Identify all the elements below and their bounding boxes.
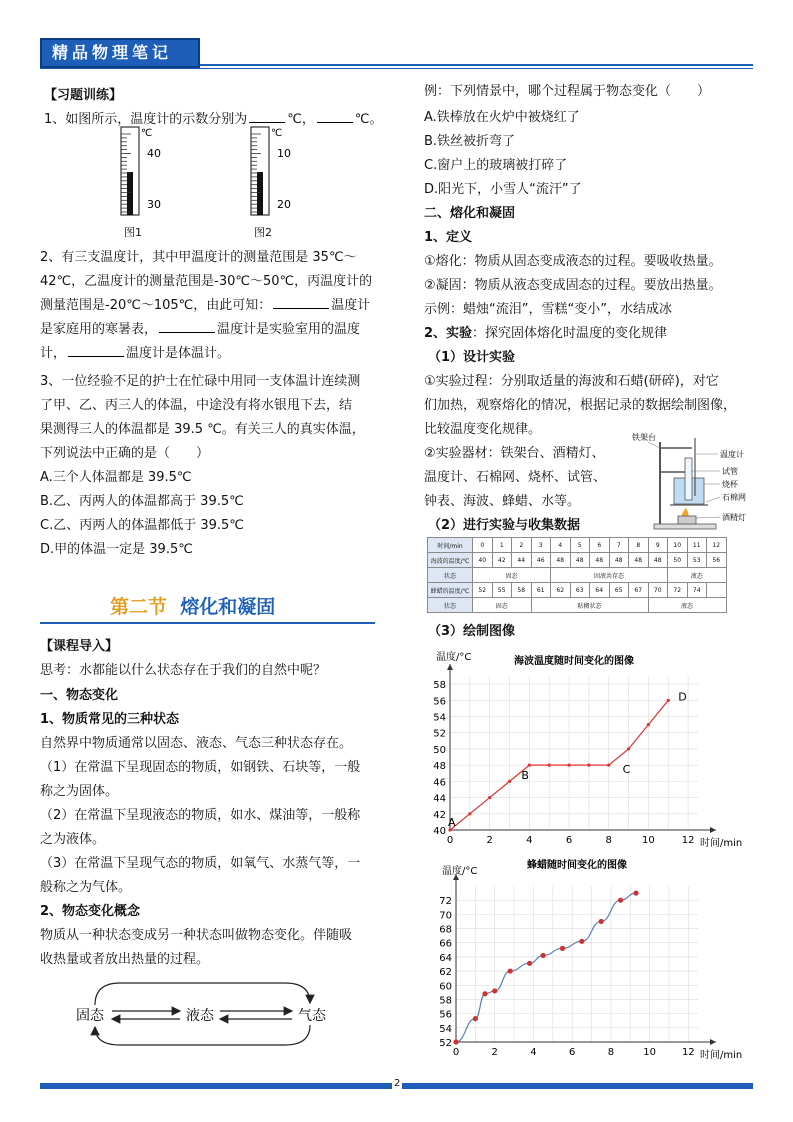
procedure-line3: 比较温度变化规律。 — [424, 422, 542, 437]
heading-experiment: 2、实验：探究固体熔化时温度的变化规律 — [424, 326, 668, 341]
para-3b: 之为液体。 — [40, 832, 106, 847]
data-point — [508, 780, 511, 783]
data-point — [667, 699, 670, 702]
example-option-d: D.阳光下，小雪人“流汗”了 — [424, 182, 582, 197]
data-point — [560, 946, 565, 951]
heading-collect-data: （2）进行实验与收集数据 — [428, 518, 581, 533]
procedure-line1: ①实验过程：分别取适量的海波和石蜡(研碎)，对它 — [424, 374, 719, 389]
scale-top: 10 — [277, 147, 291, 160]
series-line — [456, 893, 636, 1042]
data-point — [541, 953, 546, 958]
x-axis-arrow — [710, 1039, 716, 1045]
table-row — [428, 568, 727, 583]
table-header: 状态 — [428, 568, 473, 583]
question-3-line2: 了甲、乙、丙三人的体温，中途没有将水银甩下去，结 — [40, 398, 353, 413]
header-title: 精品物理笔记 — [40, 38, 200, 68]
table-row — [428, 538, 727, 553]
x-tick-label: 0 — [452, 1047, 460, 1058]
apparatus-diagram — [628, 428, 753, 532]
label-thermometer: 温度计 — [720, 450, 744, 459]
table-cell: 固液共存态 — [551, 568, 668, 583]
y-tick-label: 68 — [439, 924, 452, 936]
table-cell: 58 — [512, 583, 532, 598]
data-point — [453, 1039, 458, 1044]
data-point — [488, 796, 491, 799]
x-tick-label: 10 — [642, 835, 655, 846]
procedure-line2: 们加热，观察熔化的情况，根据记录的数据绘制图像， — [424, 398, 737, 413]
y-tick-label: 64 — [439, 952, 452, 964]
table-cell: 液态 — [648, 598, 726, 613]
table-cell: 62 — [551, 583, 571, 598]
table-row — [428, 598, 727, 613]
data-point — [548, 764, 551, 767]
point-label: A — [448, 816, 456, 829]
y-axis-label: 温度/°C — [436, 652, 472, 663]
mercury-column — [127, 172, 133, 215]
heading-plot: （3）绘制图像 — [428, 624, 516, 639]
point-label: B — [521, 769, 529, 783]
table-cell: 6 — [590, 538, 610, 553]
table-cell: 4 — [551, 538, 571, 553]
table-row — [428, 583, 727, 598]
table-row — [428, 553, 727, 568]
table-cell: 5 — [570, 538, 590, 553]
data-point — [473, 1016, 478, 1021]
y-tick-label: 60 — [439, 981, 452, 993]
table-cell: 粘稠状态 — [531, 598, 648, 613]
example-option-b: B.铁丝被折弯了 — [424, 134, 516, 149]
question-2-line5: 计， 温度计是体温计。 — [40, 346, 231, 361]
x-tick-label: 4 — [526, 835, 533, 846]
data-point — [527, 961, 532, 966]
exercise-heading: 【习题训练】 — [44, 88, 123, 103]
def-freezing: ②凝固：物质从液态变成固态的过程。要放出热量。 — [424, 278, 722, 293]
table-cell: 63 — [570, 583, 590, 598]
table-cell: 40 — [473, 553, 493, 568]
table-cell: 3 — [531, 538, 551, 553]
equipment-line3: 钟表、海波、蜂蜡、水等。 — [424, 494, 581, 509]
page-number: 2 — [394, 1078, 401, 1089]
def-melting: ①熔化：物质从固态变成液态的过程。要吸收热量。 — [424, 254, 722, 269]
figure-2-caption: 图2 — [254, 226, 272, 239]
answer-blank[interactable] — [273, 296, 329, 309]
y-tick-label: 58 — [439, 995, 452, 1007]
table-cell: 48 — [609, 553, 629, 568]
data-point — [607, 764, 610, 767]
table-cell: 10 — [668, 538, 688, 553]
question-2-line1: 2、有三支温度计，其中甲温度计的测量范围是 35℃～ — [40, 250, 357, 265]
table-cell: 7 — [609, 538, 629, 553]
para-5a: 物质从一种状态变成另一种状态叫做物态变化。伴随吸 — [40, 928, 353, 943]
point-label: D — [678, 690, 687, 704]
table-header: 时间/min — [428, 538, 473, 553]
question-3-line4: 下列说法中正确的是（ ） — [40, 446, 210, 461]
answer-blank[interactable] — [68, 344, 124, 357]
x-tick-label: 2 — [486, 835, 493, 846]
data-point — [618, 898, 623, 903]
x-tick-label: 4 — [530, 1047, 537, 1058]
option-c: C.乙、丙两人的体温都低于 39.5℃ — [40, 518, 244, 533]
table-cell: 48 — [629, 553, 649, 568]
data-point — [492, 988, 497, 993]
y-tick-label: 40 — [433, 826, 446, 837]
y-tick-label: 72 — [439, 896, 452, 908]
x-axis-label: 时间/min — [700, 1050, 743, 1060]
y-tick-label: 42 — [433, 809, 446, 821]
heading-concept: 2、物态变化概念 — [40, 904, 141, 919]
figure-1-caption: 图1 — [124, 226, 142, 239]
data-table — [427, 537, 727, 613]
y-tick-label: 48 — [433, 761, 446, 773]
table-header: 状态 — [428, 598, 473, 613]
x-axis-arrow — [710, 827, 716, 833]
option-b: B.乙、丙两人的体温都高于 39.5℃ — [40, 494, 244, 509]
data-point — [579, 939, 584, 944]
data-point — [647, 723, 650, 726]
table-cell: 64 — [590, 583, 610, 598]
table-cell — [707, 583, 727, 598]
table-cell: 1 — [492, 538, 512, 553]
thermometer-figure-2 — [235, 124, 310, 224]
y-tick-label: 52 — [439, 1038, 452, 1049]
table-cell: 固态 — [473, 598, 532, 613]
unit-label: ℃ — [271, 128, 283, 139]
x-tick-label: 2 — [491, 1047, 498, 1058]
para-3a: （2）在常温下呈现液态的物质，如水、煤油等，一般称 — [40, 808, 361, 823]
label-gauze: 石棉网 — [722, 493, 746, 502]
header-rule-thin — [40, 68, 753, 69]
y-axis-arrow — [447, 664, 453, 670]
table-cell: 52 — [473, 583, 493, 598]
example-question: 例：下列情景中，哪个过程属于物态变化（ ） — [424, 84, 711, 99]
answer-blank[interactable] — [159, 320, 215, 333]
question-3-line1: 3、一位经验不足的护士在忙碌中用同一支体温计连续测 — [40, 374, 361, 389]
y-tick-label: 46 — [433, 777, 446, 789]
x-tick-label: 12 — [681, 835, 695, 846]
y-tick-label: 54 — [433, 712, 446, 724]
table-cell: 67 — [629, 583, 649, 598]
scale-top: 40 — [147, 147, 161, 160]
data-point — [482, 991, 487, 996]
table-header: 蜂蜡的温度/℃ — [428, 583, 473, 598]
table-cell: 44 — [512, 553, 532, 568]
table-cell: 55 — [492, 583, 512, 598]
y-tick-label: 58 — [433, 680, 446, 692]
question-2-line4: 是家庭用的寒暑表， 温度计是实验室用的温度 — [40, 322, 361, 337]
question-1: 1、如图所示，温度计的示数分别为 ℃， ℃。 — [44, 112, 383, 127]
table-cell: 9 — [648, 538, 668, 553]
table-cell: 48 — [648, 553, 668, 568]
intro-heading: 【课程导入】 — [40, 639, 119, 654]
label-test-tube: 试管 — [722, 467, 738, 476]
wax-chart — [420, 854, 760, 1060]
answer-blank[interactable] — [249, 110, 285, 123]
data-point — [567, 764, 570, 767]
scale-bottom: 30 — [147, 198, 161, 211]
state-solid: 固态 — [76, 1008, 104, 1024]
question-2-line3: 测量范围是-20℃～105℃，由此可知： 温度计 — [40, 298, 371, 313]
x-tick-label: 0 — [446, 835, 454, 846]
equipment-line1: ②实验器材：铁架台、酒精灯、 — [424, 446, 605, 461]
y-tick-label: 70 — [439, 910, 452, 922]
y-tick-label: 62 — [439, 967, 452, 979]
para-4a: （3）在常温下呈现气态的物质，如氧气、水蒸气等，一 — [40, 856, 361, 871]
example-option-c: C.窗户上的玻璃被打碎了 — [424, 158, 568, 173]
y-tick-label: 44 — [433, 793, 446, 805]
table-cell: 74 — [687, 583, 707, 598]
table-cell: 72 — [668, 583, 688, 598]
table-cell: 53 — [687, 553, 707, 568]
table-cell: 2 — [512, 538, 532, 553]
table-cell: 61 — [531, 583, 551, 598]
x-tick-label: 12 — [681, 1047, 695, 1058]
table-cell: 固态 — [473, 568, 551, 583]
y-tick-label: 56 — [433, 696, 446, 708]
mercury-column — [257, 172, 263, 215]
x-tick-label: 8 — [605, 835, 612, 846]
table-cell: 42 — [492, 553, 512, 568]
thermometer-figure-1 — [105, 124, 180, 224]
def-example: 示例：蜡烛“流泪”，雪糕“变小”，水结成冰 — [424, 302, 672, 317]
section-title: 第二节 熔化和凝固 — [110, 596, 276, 618]
y-tick-label: 54 — [439, 1023, 452, 1035]
table-cell: 48 — [570, 553, 590, 568]
heading-design: （1）设计实验 — [428, 350, 516, 365]
para-2a: （1）在常温下呈现固态的物质，如钢铁、石块等，一般 — [40, 760, 361, 775]
table-cell: 56 — [707, 553, 727, 568]
para-1: 自然界中物质通常以固态、液态、气态三种状态存在。 — [40, 736, 353, 751]
table-cell: 8 — [629, 538, 649, 553]
x-axis-label: 时间/min — [700, 838, 743, 849]
x-tick-label: 8 — [607, 1047, 615, 1058]
heading-definition: 1、定义 — [424, 230, 473, 245]
y-tick-label: 52 — [433, 728, 446, 740]
y-tick-label: 56 — [439, 1009, 452, 1021]
label-beaker: 烧杯 — [722, 480, 738, 489]
para-5b: 收热量或者放出热量的过程。 — [40, 952, 210, 967]
scale-bottom: 20 — [277, 198, 291, 211]
section-rule — [40, 622, 375, 624]
option-a: A.三个人体温都是 39.5℃ — [40, 470, 192, 485]
table-cell: 12 — [707, 538, 727, 553]
table-cell: 65 — [609, 583, 629, 598]
table-cell: 70 — [648, 583, 668, 598]
para-2b: 称之为固体。 — [40, 784, 119, 799]
table-cell: 46 — [531, 553, 551, 568]
point-label: C — [622, 763, 631, 777]
heading-melting: 二、熔化和凝固 — [424, 206, 516, 221]
question-3-line3: 果测得三人的体温都是 39.5 ℃。有关三人的真实体温， — [40, 422, 365, 437]
chart-title: 海波温度随时间变化的图像 — [514, 656, 634, 667]
label-stand: 铁架台 — [632, 433, 656, 442]
example-option-a: A.铁棒放在火炉中被烧红了 — [424, 110, 580, 125]
question-2-line2: 42℃，乙温度计的测量范围是-30℃～50℃，丙温度计的 — [40, 274, 373, 289]
table-cell: 11 — [687, 538, 707, 553]
data-point — [627, 747, 630, 750]
y-axis-label: 温度/°C — [442, 866, 478, 877]
data-point — [528, 764, 531, 767]
state-gas: 气态 — [298, 1008, 326, 1024]
chart-title: 蜂蜡随时间变化的图像 — [527, 860, 627, 871]
data-point — [633, 890, 638, 895]
think-text: 思考：水都能以什么状态存在于我们的自然中呢？ — [40, 663, 327, 678]
equipment-line2: 温度计、石棉网、烧杯、试管、 — [424, 470, 607, 485]
header-rule — [200, 64, 753, 66]
data-point — [468, 812, 471, 815]
option-d: D.甲的体温一定是 39.5℃ — [40, 542, 193, 557]
state-cycle-diagram — [60, 975, 350, 1050]
data-point — [599, 919, 604, 924]
table-header: 海波的温度/℃ — [428, 553, 473, 568]
x-tick-label: 10 — [643, 1047, 656, 1058]
table-cell: 0 — [473, 538, 493, 553]
answer-blank[interactable] — [317, 110, 353, 123]
table-cell: 48 — [551, 553, 571, 568]
table-cell: 50 — [668, 553, 688, 568]
label-burner: 酒精灯 — [722, 513, 746, 522]
y-tick-label: 66 — [439, 938, 452, 950]
data-point — [508, 968, 513, 973]
state-liquid: 液态 — [186, 1008, 214, 1024]
unit-label: ℃ — [141, 128, 153, 139]
para-4b: 般称之为气体。 — [40, 880, 132, 895]
y-tick-label: 50 — [433, 744, 446, 756]
x-tick-label: 6 — [568, 1047, 576, 1058]
x-tick-label: 6 — [565, 835, 573, 846]
table-cell: 液态 — [668, 568, 727, 583]
heading-state-change: 一、物态变化 — [40, 688, 119, 703]
heading-three-states: 1、物质常见的三种状态 — [40, 712, 180, 727]
data-point — [587, 764, 590, 767]
table-cell: 48 — [590, 553, 610, 568]
hypo-chart — [420, 644, 760, 854]
